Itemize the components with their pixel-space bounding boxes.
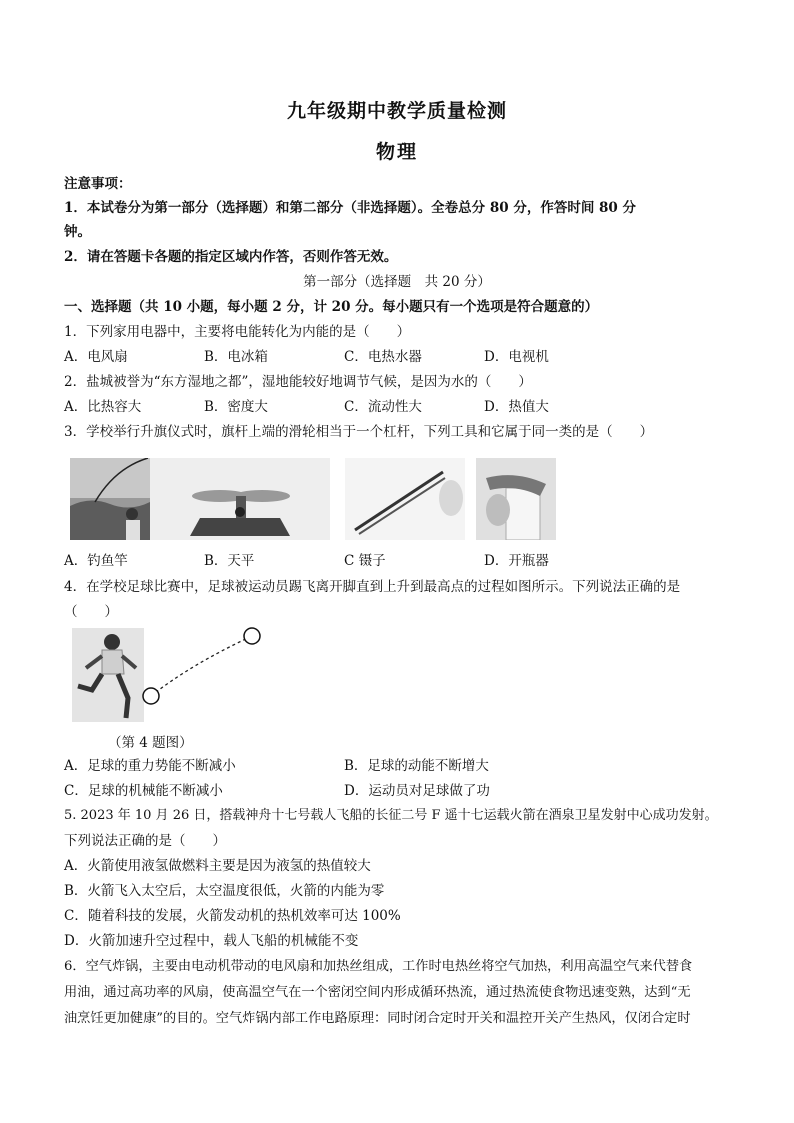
q3-option-b: B．天平 — [204, 553, 255, 569]
q3-option-d: D．开瓶器 — [484, 553, 549, 569]
q4-option-c: C．足球的机械能不断减小 — [64, 783, 223, 799]
bottle-opener-image — [476, 458, 556, 540]
q5-option-c: C．随着科技的发展，火箭发动机的热机效率可达 100% — [64, 908, 401, 924]
subject-title: 物理 — [375, 141, 418, 163]
q2-option-d: D．热值大 — [484, 399, 549, 415]
q5-stem-2: 下列说法正确的是（ ） — [64, 833, 226, 849]
q4-option-b: B．足球的动能不断增大 — [344, 758, 489, 774]
q2-option-a: A．比热容大 — [64, 399, 142, 415]
q1-option-a: A．电风扇 — [64, 349, 128, 365]
q5-stem-1: 5. 2023 年 10 月 26 日，搭载神舟十七号载人飞船的长征二号 F 遥十七运载火箭在酒泉卫星发射中心成功发射。 — [64, 808, 718, 823]
note-2: 2．请在答题卡各题的指定区域内作答，否则作答无效。 — [64, 249, 398, 265]
q4-option-a: A．足球的重力势能不断减小 — [64, 758, 236, 774]
q2-option-c: C．流动性大 — [344, 399, 422, 415]
q1-option-b: B．电冰箱 — [204, 349, 268, 365]
note-1-cont: 钟。 — [64, 224, 91, 240]
q4-figure-caption: （第 4 题图） — [108, 735, 193, 751]
q3-option-a: A．钓鱼竿 — [64, 553, 128, 569]
q3-stem: 3．学校举行升旗仪式时，旗杆上端的滑轮相当于一个杠杆，下列工具和它属于同一类的是（ ） — [64, 424, 654, 440]
notes-heading: 注意事项： — [64, 176, 132, 192]
football-player-image — [72, 628, 144, 722]
exam-title: 九年级期中教学质量检测 — [286, 100, 507, 122]
section-heading: 一、选择题（共 10 小题，每小题 2 分，计 20 分。每小题只有一个选项是符合题意的） — [64, 299, 599, 315]
q2-option-b: B．密度大 — [204, 399, 268, 415]
q4-option-d: D．运动员对足球做了功 — [344, 783, 490, 799]
fishing-rod-image — [70, 458, 150, 540]
q5-option-b: B．火箭飞入太空后，太空温度很低，火箭的内能为零 — [64, 883, 385, 899]
balance-scale-image — [150, 458, 330, 540]
q1-option-d: D．电视机 — [484, 349, 549, 365]
q4-paren: （ ） — [64, 604, 118, 620]
q4-stem: 4．在学校足球比赛中，足球被运动员踢飞离开脚直到上升到最高点的过程如图所示。下列说法正确的是 — [64, 579, 681, 595]
q5-option-a: A．火箭使用液氢做燃料主要是因为液氢的热值较大 — [64, 858, 371, 874]
q6-line-1: 6．空气炸锅，主要由电动机带动的电风扇和加热丝组成，工作时电热丝将空气加热，利用高温空气来代替食 — [64, 959, 693, 974]
q2-stem: 2．盐城被誉为“东方湿地之都”，湿地能较好地调节气候，是因为水的（ ） — [64, 374, 532, 390]
ball-trajectory-diagram — [140, 625, 270, 705]
q1-option-c: C．电热水器 — [344, 349, 422, 365]
q5-option-d: D．火箭加速升空过程中，载人飞船的机械能不变 — [64, 933, 359, 949]
q1-stem: 1．下列家用电器中，主要将电能转化为内能的是（ ） — [64, 324, 411, 340]
part1-heading: 第一部分（选择题 共 20 分） — [303, 274, 491, 290]
tweezers-image — [345, 458, 465, 540]
q3-option-c: C 镊子 — [344, 553, 386, 569]
q6-line-3: 油烹饪更加健康”的目的。空气炸锅内部工作电路原理：同时闭合定时开关和温控开关产生热风，仅闭合定时 — [64, 1011, 691, 1026]
q6-line-2: 用油，通过高功率的风扇，使高温空气在一个密闭空间内形成循环热流，通过热流使食物迅速变熟，达到“无 — [64, 985, 691, 1000]
note-1: 1．本试卷分为第一部分（选择题）和第二部分（非选择题）。全卷总分 80 分，作答时间 80 分 — [64, 200, 637, 216]
